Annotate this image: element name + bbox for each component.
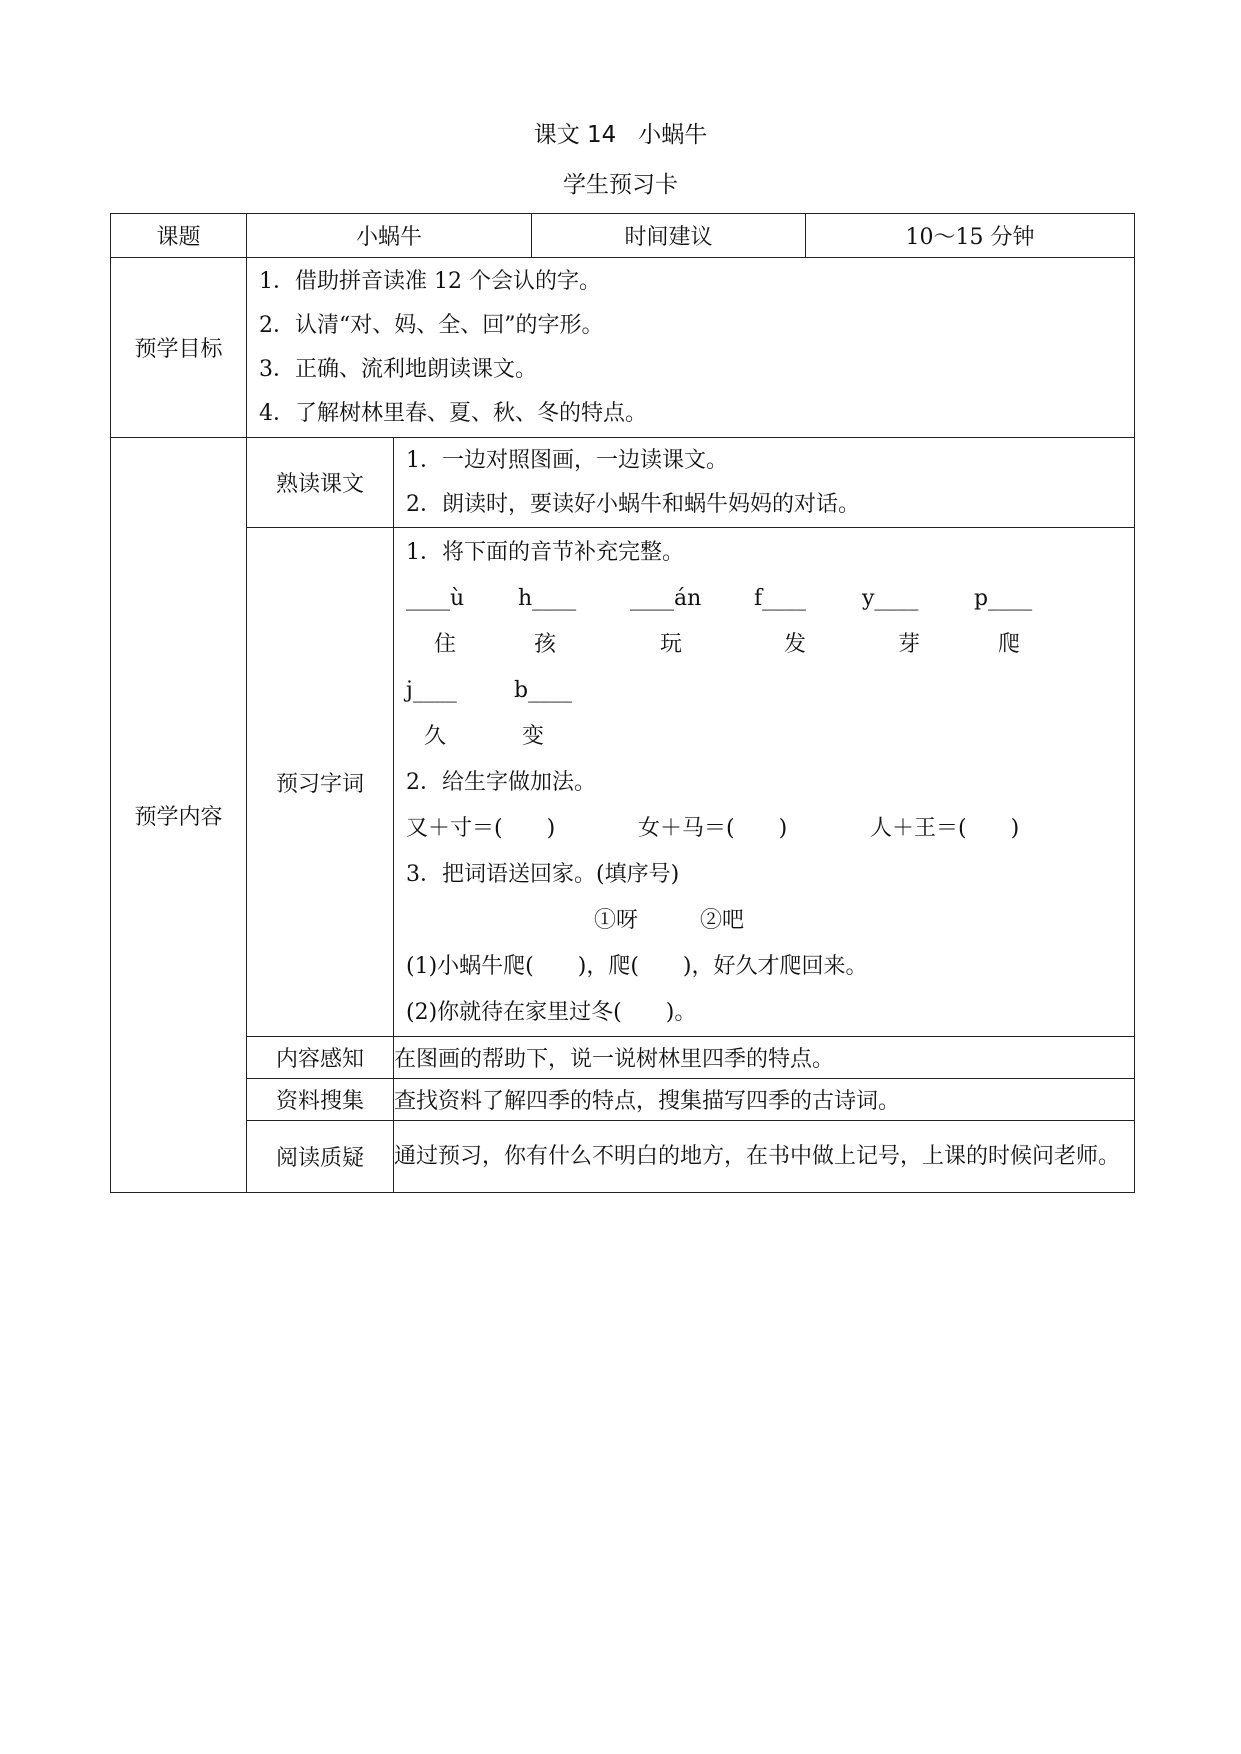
hanzi-char: 变: [522, 724, 545, 749]
perceive-row: [111, 1037, 1135, 1079]
collect-row: [111, 1079, 1135, 1121]
goal-item: 3．正确、流利地朗读课文。: [259, 356, 537, 382]
question-2: 2．给生字做加法。: [406, 770, 596, 795]
char-row-2: [394, 714, 1134, 760]
read-list: [394, 438, 1135, 528]
time-label: 时间建议: [532, 214, 806, 258]
read-label: 熟读课文: [247, 438, 394, 528]
options-row: [394, 898, 1134, 944]
fill-sentence-2: (2)你就待在家里过冬( )。: [406, 1000, 697, 1025]
doubt-row: [111, 1121, 1135, 1193]
topic-label: 课题: [111, 214, 247, 258]
read-item: 2．朗读时，要读好小蜗牛和蜗牛妈妈的对话。: [406, 491, 860, 517]
words-row: [111, 528, 1135, 1037]
pinyin-blank: h____: [518, 586, 577, 611]
perceive-text: 在图画的帮助下，说一说树林里四季的特点。: [394, 1037, 1135, 1079]
pinyin-row-1: [394, 576, 1134, 622]
words-label: 预习字词: [247, 528, 394, 1037]
hanzi-char: 孩: [534, 632, 557, 657]
option-item: ②吧: [700, 908, 745, 933]
words-content: [394, 528, 1135, 1037]
goal-item: 4．了解树林里春、夏、秋、冬的特点。: [259, 400, 647, 426]
topic-value: 小蜗牛: [247, 214, 532, 258]
pinyin-blank: b____: [514, 678, 573, 703]
pinyin-blank: ____án: [630, 586, 702, 611]
card-subtitle: 学生预习卡: [563, 172, 678, 198]
lesson-number: 课文 14: [533, 122, 617, 148]
goals-list: [247, 258, 1135, 438]
hanzi-char: 发: [784, 632, 807, 657]
sum-row: [394, 806, 1134, 852]
option-item: ①呀: [594, 908, 639, 933]
goals-row: [111, 258, 1135, 438]
lesson-title: [0, 120, 1241, 150]
time-value: 10～15 分钟: [806, 214, 1135, 258]
header-row: [111, 214, 1135, 258]
question-1: 1．将下面的音节补充完整。: [406, 540, 684, 565]
preview-card-table: [110, 213, 1135, 1193]
char-row-1: [394, 622, 1134, 668]
sum-item: 又＋寸＝( ): [406, 816, 556, 841]
fill-sentence-1: (1)小蜗牛爬( )，爬( )，好久才爬回来。: [406, 954, 868, 979]
read-row: [111, 438, 1135, 528]
collect-label: 资料搜集: [247, 1079, 394, 1121]
pinyin-row-2: [394, 668, 1134, 714]
collect-text: 查找资料了解四季的特点，搜集描写四季的古诗词。: [394, 1079, 1135, 1121]
hanzi-char: 芽: [898, 632, 921, 657]
content-label: 预学内容: [111, 438, 247, 1193]
pinyin-blank: j____: [406, 678, 457, 703]
lesson-name: 小蜗牛: [638, 122, 708, 148]
hanzi-char: 住: [434, 632, 457, 657]
sum-item: 人＋王＝( ): [870, 816, 1020, 841]
hanzi-char: 久: [424, 724, 447, 749]
pinyin-blank: p____: [974, 586, 1033, 611]
goals-label: 预学目标: [111, 258, 247, 438]
pinyin-blank: ____ù: [406, 586, 465, 611]
read-item: 1．一边对照图画，一边读课文。: [406, 447, 728, 473]
goal-item: 2．认清“对、妈、全、回”的字形。: [259, 312, 604, 338]
hanzi-char: 玩: [660, 632, 683, 657]
hanzi-char: 爬: [998, 632, 1021, 657]
pinyin-blank: f____: [754, 586, 807, 611]
question-3: 3．把词语送回家。(填序号): [406, 862, 680, 887]
sum-item: 女＋马＝( ): [638, 816, 788, 841]
goal-item: 1．借助拼音读准 12 个会认的字。: [259, 268, 601, 294]
pinyin-blank: y____: [862, 586, 919, 611]
perceive-label: 内容感知: [247, 1037, 394, 1079]
doubt-label: 阅读质疑: [247, 1121, 394, 1193]
doubt-text: 通过预习，你有什么不明白的地方，在书中做上记号，上课的时候问老师。: [394, 1121, 1135, 1193]
